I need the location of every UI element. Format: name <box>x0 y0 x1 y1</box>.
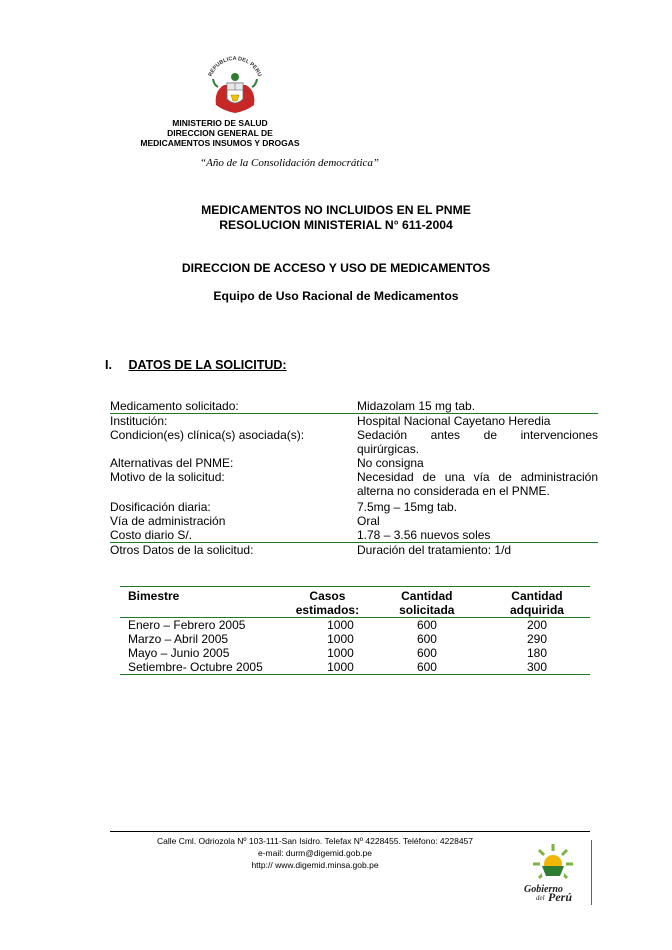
request-value: Duración del tratamiento: 1/d <box>357 543 512 557</box>
request-row <box>110 399 598 413</box>
cell-adquirida: 300 <box>526 660 548 674</box>
table-row <box>120 632 590 646</box>
green-divider <box>120 586 590 587</box>
request-label: Motivo de la solicitud: <box>110 470 225 484</box>
footer-email[interactable]: e-mail: durm@digemid.gob.pe <box>258 848 372 858</box>
cell-bimestre: Enero – Febrero 2005 <box>128 618 246 632</box>
section-heading <box>105 358 287 372</box>
request-label: Otros Datos de la solicitud: <box>110 543 254 557</box>
ministry-line-1: MINISTERIO DE SALUD <box>172 118 268 128</box>
footer-divider <box>110 831 590 832</box>
cell-solicitada: 600 <box>416 618 437 632</box>
request-value: 7.5mg – 15mg tab. <box>357 500 458 514</box>
cell-casos: 1000 <box>327 660 354 674</box>
request-row <box>110 456 598 470</box>
table-row <box>120 618 590 632</box>
sun-icon <box>533 844 573 878</box>
request-row <box>110 500 598 514</box>
cell-solicitada: 600 <box>416 660 437 674</box>
cell-solicitada: 600 <box>416 646 437 660</box>
section-title: DATOS DE LA SOLICITUD: <box>128 358 287 372</box>
team-title: Equipo de Uso Racional de Medicamentos <box>213 289 459 303</box>
request-label: Costo diario S/. <box>110 528 193 542</box>
request-table <box>110 399 598 557</box>
green-divider <box>120 674 590 675</box>
request-label: Institución: <box>110 414 168 428</box>
logo-text-peru: Perú <box>548 890 572 904</box>
request-value: 1.78 – 3.56 nuevos soles <box>357 528 491 542</box>
resolution-title: RESOLUCION MINISTERIAL N° 611-2004 <box>219 218 453 232</box>
request-value: Oral <box>357 514 380 528</box>
header-adquirida-2: adquirida <box>509 603 564 617</box>
cell-adquirida: 290 <box>526 632 548 646</box>
year-motto: “Año de la Consolidación democrática” <box>200 157 380 169</box>
table-row <box>120 646 590 660</box>
request-value: Necesidad de una vía de administración alterna no considerada en el PNME. <box>357 470 598 498</box>
request-value: Sedación antes de intervenciones quirúrgicas. <box>357 428 598 456</box>
logo-text-gobierno: Gobierno <box>524 884 563 895</box>
table-header-row <box>120 603 590 617</box>
cell-casos: 1000 <box>327 646 354 660</box>
request-label: Medicamento solicitado: <box>110 399 239 413</box>
header-casos-2: estimados: <box>295 603 360 617</box>
cell-adquirida: 180 <box>526 646 548 660</box>
ministry-line-3: MEDICAMENTOS INSUMOS Y DROGAS <box>140 138 300 148</box>
request-row <box>110 414 598 428</box>
document-title: MEDICAMENTOS NO INCLUIDOS EN EL PNME <box>201 203 471 217</box>
request-row <box>110 543 598 557</box>
request-value: No consigna <box>357 456 424 470</box>
request-row <box>110 514 598 528</box>
request-row <box>110 470 598 498</box>
cell-casos: 1000 <box>327 632 354 646</box>
cell-bimestre: Mayo – Junio 2005 <box>128 646 230 660</box>
cell-casos: 1000 <box>327 618 354 632</box>
header-solicitada-2: solicitada <box>399 603 455 617</box>
table-row <box>120 660 590 674</box>
request-value: Midazolam 15 mg tab. <box>357 399 476 413</box>
logo-text-del: del <box>536 894 545 902</box>
request-row <box>110 428 598 456</box>
ministry-header <box>120 118 320 148</box>
request-label: Dosificación diaria: <box>110 500 211 514</box>
cell-solicitada: 600 <box>416 632 437 646</box>
header-solicitada: Cantidad <box>401 589 453 603</box>
footer-website[interactable]: http:// www.digemid.minsa.gob.pe <box>251 860 379 870</box>
cell-adquirida: 200 <box>526 618 548 632</box>
request-label: Vía de administración <box>110 514 226 528</box>
header-adquirida: Cantidad <box>511 589 563 603</box>
header-casos: Casos <box>309 589 346 603</box>
consumption-table <box>120 586 590 675</box>
direction-title: DIRECCION DE ACCESO Y USO DE MEDICAMENTOS <box>181 261 491 275</box>
request-label: Condicion(es) clínica(s) asociada(s): <box>110 428 305 442</box>
section-number: I. <box>105 358 112 372</box>
ministry-line-2: DIRECCION GENERAL DE <box>167 128 273 138</box>
emblem-text: REPUBLICA DEL PERU <box>207 55 263 78</box>
request-label: Alternativas del PNME: <box>110 456 234 470</box>
gobierno-del-peru-logo <box>520 842 588 906</box>
table-header-row <box>120 589 590 603</box>
request-row <box>110 528 598 542</box>
cell-bimestre: Marzo – Abril 2005 <box>128 632 229 646</box>
cell-bimestre: Setiembre- Octubre 2005 <box>128 660 263 674</box>
header-bimestre: Bimestre <box>128 589 180 603</box>
header-bimestre-2 <box>120 603 285 617</box>
red-vertical-divider <box>591 840 592 905</box>
peru-coat-of-arms-logo <box>200 55 270 117</box>
request-value: Hospital Nacional Cayetano Heredia <box>357 414 551 428</box>
footer-address: Calle Cml. Odriozola Nº 103-111-San Isidro. Telefax Nº 4228455. Teléfono: 4228457 <box>156 836 474 846</box>
footer <box>110 835 520 871</box>
